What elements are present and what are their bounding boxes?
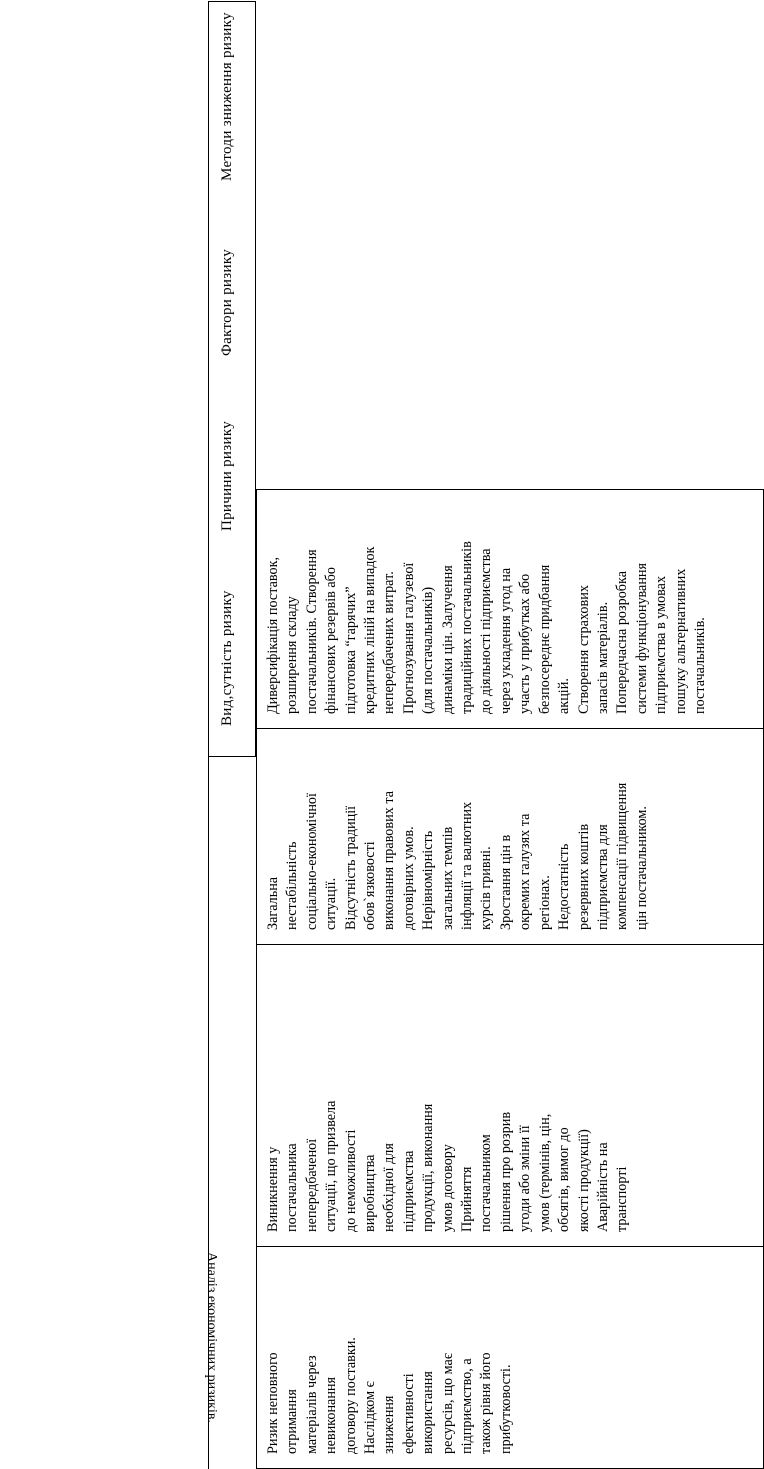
cell-line: Ризик неповного [265, 1352, 281, 1454]
cell-line: необхідної для [381, 1143, 398, 1232]
cell-line: отримання [284, 1389, 301, 1454]
cell-line: умов договору [439, 1144, 456, 1232]
cell-risk-methods [256, 489, 764, 729]
cell-line: Зростання цін в [497, 834, 514, 930]
header-risk-methods: Методи зниження ризику [219, 12, 235, 181]
cell-line: через укладення угод на [497, 567, 514, 714]
cell-line: (для постачальників) [420, 586, 437, 714]
cell-line: невиконання [323, 1376, 340, 1454]
cell-line: підприємства в умовах [653, 575, 670, 714]
cell-line: підприємства [400, 1150, 417, 1232]
cell-line: угоди або зміни її [517, 1125, 534, 1232]
table-top-border [208, 757, 209, 1469]
cell-line: соціально-економічної [303, 793, 320, 930]
cell-line: Прийняття [459, 1166, 476, 1232]
cell-line: Відсутність традиції [342, 805, 359, 930]
cell-line: запасів матеріалів. [594, 601, 611, 714]
cell-line: ефективності [400, 1373, 417, 1454]
cell-line: договору поставки. [342, 1337, 359, 1454]
cell-line: непередбаченої [303, 1138, 320, 1232]
cell-line: фінансових резервів або [323, 567, 340, 714]
cell-line: нестабільність [284, 841, 301, 930]
cell-line: компенсації підвищення [614, 782, 631, 930]
cell-line: умов (термінів, цін, [536, 1113, 553, 1232]
cell-line: ситуації, що призвела [323, 1100, 340, 1232]
cell-line: системи функціонування [633, 562, 650, 714]
cell-line: виробництва [362, 1154, 379, 1232]
cell-risk-causes [256, 945, 764, 1247]
cell-line: участь у прибутках або [517, 573, 534, 714]
cell-line: використання [420, 1371, 437, 1454]
cell-line: прибутковості. [497, 1364, 514, 1454]
cell-line: Нерівномірність [420, 830, 437, 930]
cell-line: цін постачальником. [633, 806, 650, 930]
cell-line: окремих галузях та [517, 813, 534, 930]
header-risk-factors: Фактори ризику [219, 249, 235, 356]
cell-line: обов`язковості [362, 841, 379, 930]
cell-line: договірних умов. [400, 826, 417, 930]
cell-line: до діяльності підприємства [478, 548, 495, 714]
cell-risk-factors [256, 729, 764, 945]
cell-line: кредитних ліній на випадок [362, 546, 379, 714]
table-row [256, 0, 764, 1469]
cell-line: ситуації. [323, 877, 340, 930]
cell-line: динаміки цін. Залучення [439, 565, 456, 714]
cell-line: Наслідком є [362, 1381, 379, 1454]
cell-line: транспорті [614, 1166, 631, 1232]
cell-risk-type [256, 1247, 764, 1469]
cell-line: підприємство, а [459, 1358, 476, 1454]
cell-line: виконання правових та [381, 791, 398, 930]
cell-line: продукції, виконання [420, 1103, 437, 1232]
cell-line: обсягів, вимог до [556, 1127, 573, 1232]
cell-line: постачальників. Створення [303, 549, 320, 714]
cell-line: Попередчасна розробка [614, 571, 631, 714]
cell-line: зниження [381, 1395, 398, 1454]
cell-line: Недостатність [556, 843, 573, 930]
cell-line: загальних темпів [439, 826, 456, 930]
header-risk-causes: Причини ризику [219, 421, 235, 531]
cell-line: інфляції та валютних [459, 801, 476, 930]
cell-line: також рівня його [478, 1352, 495, 1454]
cell-line: безпосереднє придбання [536, 564, 553, 714]
cell-line: курсів гривні. [478, 846, 495, 930]
cell-line: традиційних постачальників [459, 541, 476, 714]
cell-line: постачальників. [691, 617, 708, 714]
cell-line: розширення складу [284, 596, 301, 714]
cell-line: Аварійність на [594, 1142, 611, 1232]
cell-line: рішення про розрив [497, 1111, 514, 1232]
cell-line: до неможливості [342, 1129, 359, 1232]
cell-line: регіонах. [536, 875, 553, 930]
cell-line: Диверсифікація поставок, [265, 556, 281, 714]
cell-line: Створення страхових [575, 585, 592, 714]
header-risk-type: Вид,сутність ризику [219, 590, 235, 726]
cell-line: підготовка “гарячих” [342, 586, 359, 714]
cell-line: ресурсів, що має [439, 1353, 456, 1454]
cell-line: підприємства для [594, 824, 611, 930]
cell-line: пошуку альтернативних [672, 568, 689, 714]
cell-line: резервних коштів [575, 823, 592, 930]
cell-line: Загальна [265, 876, 281, 930]
cell-line: Виникнення у [265, 1146, 281, 1232]
cell-line: Прогнозування галузевої [400, 562, 417, 714]
caption-text: Аналіз економічних ризиків. [204, 1252, 219, 1423]
cell-line: матеріалів через [303, 1355, 320, 1454]
table-header [208, 1, 256, 757]
cell-line: якості продукції) [575, 1129, 592, 1232]
cell-line: акцій. [556, 678, 573, 714]
cell-line: постачальником [478, 1134, 495, 1232]
cell-line: постачальника [284, 1143, 301, 1232]
cell-line: непередбачених витрат. [381, 571, 398, 714]
